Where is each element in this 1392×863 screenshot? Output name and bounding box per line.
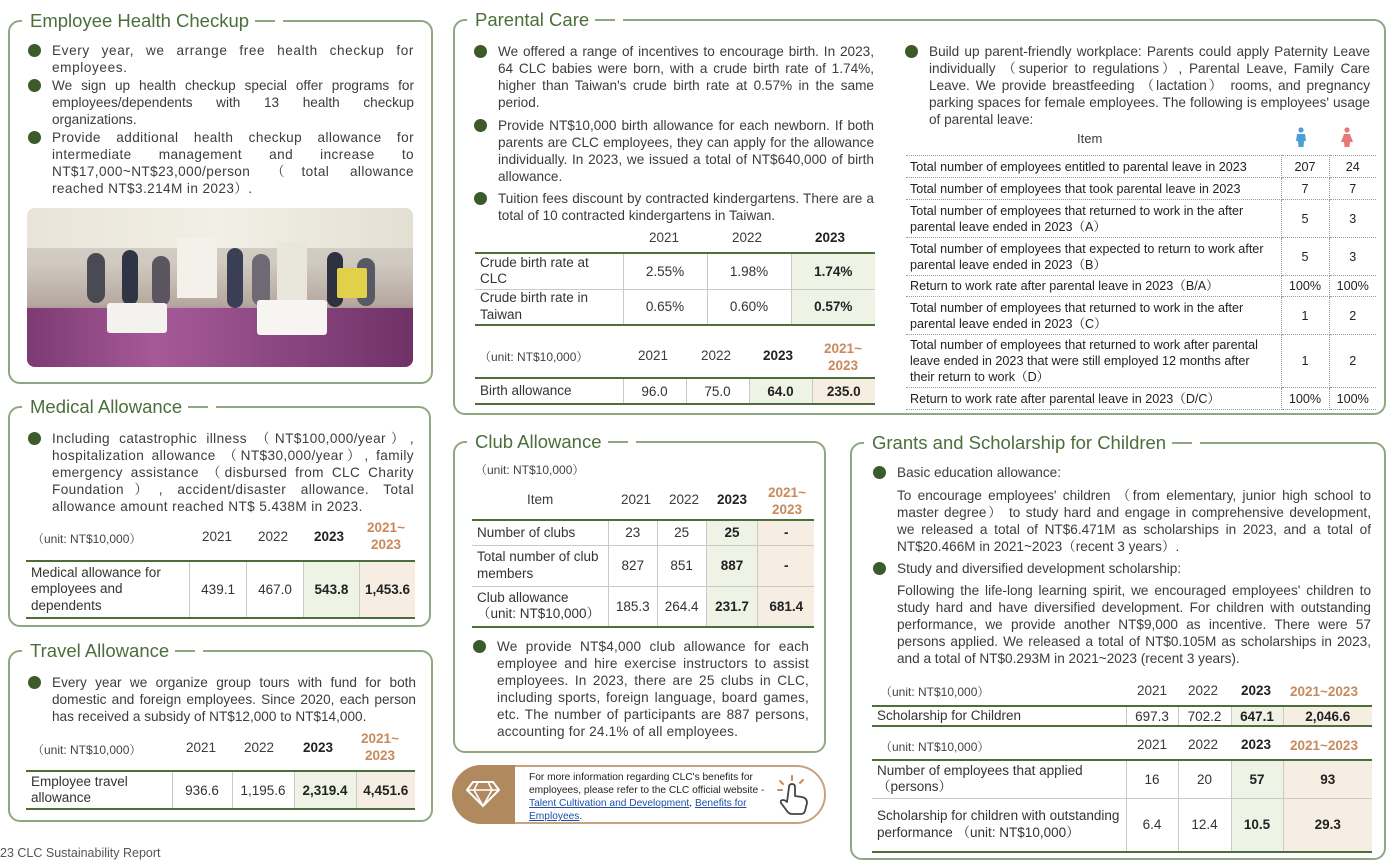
club-year-2021: 2021 (621, 492, 652, 507)
diamond-icon (452, 765, 515, 824)
birth-unit: （unit: NT$10,000） (479, 350, 589, 364)
female-person-icon (1340, 127, 1354, 147)
value-2023: 57 (1231, 760, 1283, 798)
bullet-dot (873, 466, 886, 479)
male-value: 5 (1281, 238, 1329, 276)
medical-year-2021: 2021 (202, 529, 233, 544)
travel-allowance-panel (8, 640, 433, 822)
birth-year-2023: 2023 (815, 230, 846, 245)
value-2022: 702.2 (1178, 706, 1231, 726)
value-2021: 96.0 (623, 378, 686, 404)
female-value: 2 (1329, 297, 1376, 335)
female-value: 24 (1329, 156, 1376, 178)
health-bullet-2: We sign up health checkup special offer programs for employees/dependents with 13 health checkup organizations. (52, 77, 414, 128)
parental-bullet-1: We offered a range of incentives to encourage birth. In 2023, 64 CLC babies were born, with a crude birth rate of 1.74%, higher than Taiwan's crude birth rate at 0.57% in the same period. (498, 43, 874, 111)
grants-bullet-1-title: Basic education allowance: (897, 464, 1367, 481)
parental-bullet-2: Provide NT$10,000 birth allowance for each newborn. If both parents are CLC employees, they can apply for the allowance individually. In 2023, we issued a total of NT$640,000 of birth allowance. (498, 117, 874, 185)
value-total: 2,046.6 (1283, 706, 1372, 726)
row-label: Total number of employees that expected to return to work after parental leave ended in 2023（B） (906, 238, 1281, 276)
grants-bullet-2-text: Following the life-long learning spirit, we encouraged employees' children to study hard and have diversified development. For children with outstanding performance, we provide another NT$9,000 as incentive. There were 57 persons applied. We released a total of NT$0.105M as scholarships in 2023, and a total of NT$0.293M in 2021~2023 (recent 3 years). (897, 583, 1371, 666)
row-label: Crude birth rate in Taiwan (475, 289, 623, 325)
value-2022: 264.4 (657, 586, 706, 627)
scholarship-table (872, 705, 1372, 727)
more-info-text: For more information regarding CLC's benefits for employees, please refer to the CLC official website - Talent Cultivation and Development, Benefits for Employees. (529, 772, 765, 822)
birth-allow-year-2023: 2023 (763, 348, 794, 363)
female-value: 7 (1329, 178, 1376, 200)
bullet-dot (28, 676, 41, 689)
value-2023: 64.0 (749, 378, 812, 404)
value-2022: 1.98% (707, 253, 791, 289)
bullet-dot (28, 131, 41, 144)
club-allowance-title: Club Allowance (467, 430, 636, 454)
birth-allow-year-range: 2021~ 2023 (824, 341, 862, 373)
birth-allowance-table (475, 377, 875, 405)
value-2023: 231.7 (706, 586, 758, 627)
row-label: Scholarship for Children (872, 706, 1126, 726)
birth-year-2021: 2021 (649, 230, 680, 245)
health-bullet-1: Every year, we arrange free health checkup for employees. (52, 42, 414, 76)
grants-year-range-b: 2021~2023 (1290, 738, 1358, 753)
bullet-dot (474, 45, 487, 58)
table-row (475, 253, 875, 289)
bullet-dot (28, 79, 41, 92)
male-value: 1 (1281, 297, 1329, 335)
table-row (906, 200, 1376, 238)
medical-year-2022: 2022 (258, 529, 289, 544)
table-row (906, 388, 1376, 410)
club-year-range: 2021~ 2023 (768, 485, 806, 517)
table-row (906, 178, 1376, 200)
table-row (872, 760, 1372, 798)
value-2022: 467.0 (247, 561, 304, 618)
table-row (872, 706, 1372, 726)
row-label: Birth allowance (475, 378, 623, 404)
row-label: Return to work rate after parental leave in 2023（B/A） (906, 276, 1281, 297)
row-label: Scholarship for children with outstanding performance （unit: NT$10,000） (872, 798, 1126, 852)
travel-year-2022: 2022 (244, 740, 275, 755)
female-value: 100% (1329, 388, 1376, 410)
travel-allowance-title: Travel Allowance (22, 639, 203, 663)
bullet-dot (473, 640, 486, 653)
parental-care-title: Parental Care (467, 8, 623, 32)
male-value: 1 (1281, 335, 1329, 388)
male-value: 207 (1281, 156, 1329, 178)
birth-year-2022: 2022 (732, 230, 763, 245)
table-row (472, 520, 814, 545)
table-row (475, 378, 875, 404)
row-label: Employee travel allowance (26, 771, 172, 809)
male-value: 100% (1281, 276, 1329, 297)
leave-item-header: Item (1077, 131, 1103, 146)
medical-allowance-panel (8, 396, 431, 627)
health-checkup-panel (8, 10, 433, 384)
bullet-dot (474, 119, 487, 132)
row-label: Total number of employees that took parental leave in 2023 (906, 178, 1281, 200)
medical-unit: （unit: NT$10,000） (32, 532, 142, 546)
medical-table (26, 560, 415, 619)
footer-text: 23 CLC Sustainability Report (0, 846, 161, 860)
medical-year-2023: 2023 (314, 529, 345, 544)
club-unit: （unit: NT$10,000） (475, 463, 585, 477)
pointer-hand-icon (772, 773, 812, 815)
value-2023: 2,319.4 (294, 771, 356, 809)
grants-year-2022: 2022 (1188, 683, 1219, 698)
row-label: Total number of club members (472, 545, 608, 586)
grants-year-range: 2021~2023 (1290, 684, 1358, 699)
value-2021: 16 (1126, 760, 1178, 798)
grants-scholarship-title: Grants and Scholarship for Children (864, 431, 1200, 455)
value-2021: 697.3 (1126, 706, 1178, 726)
row-label: Number of clubs (472, 520, 608, 545)
value-total: - (758, 545, 814, 586)
parental-leave-table (906, 155, 1376, 410)
table-row (26, 561, 415, 618)
table-row (472, 586, 814, 627)
value-total: - (758, 520, 814, 545)
talent-cultivation-link[interactable]: Talent Cultivation and Development (529, 798, 690, 809)
bullet-dot (905, 45, 918, 58)
row-label: Total number of employees that returned to work in the after parental leave ended in 2023（A） (906, 200, 1281, 238)
club-item-header: Item (527, 492, 554, 507)
health-checkup-photo (27, 208, 413, 367)
female-value: 3 (1329, 200, 1376, 238)
birth-allow-year-2022: 2022 (701, 348, 732, 363)
value-2023: 0.57% (791, 289, 875, 325)
benefits-link[interactable]: Benefits for Employees (529, 798, 747, 822)
row-label: Medical allowance for employees and dependents (26, 561, 190, 618)
male-value: 100% (1281, 388, 1329, 410)
club-allowance-panel (453, 431, 826, 753)
travel-year-2023: 2023 (303, 740, 334, 755)
value-2021: 2.55% (623, 253, 707, 289)
table-row (906, 335, 1376, 388)
club-table (472, 519, 814, 628)
value-2023: 25 (706, 520, 758, 545)
value-2022: 0.60% (707, 289, 791, 325)
table-row (872, 798, 1372, 852)
club-year-2022: 2022 (669, 492, 700, 507)
more-info-box (452, 765, 826, 824)
value-2022: 1,195.6 (232, 771, 294, 809)
value-total: 681.4 (758, 586, 814, 627)
travel-unit: （unit: NT$10,000） (32, 743, 142, 757)
male-value: 5 (1281, 200, 1329, 238)
grants-bullet-2-title: Study and diversified development scholarship: (897, 560, 1367, 577)
grants-unit-2: （unit: NT$10,000） (880, 740, 990, 754)
table-row (26, 771, 415, 809)
value-2023: 887 (706, 545, 758, 586)
value-2022: 851 (657, 545, 706, 586)
row-label: Total number of employees entitled to parental leave in 2023 (906, 156, 1281, 178)
value-2022: 20 (1178, 760, 1231, 798)
grants-bullet-1-text: To encourage employees' children （from elementary, junior high school to master degree） to study hard and engage in comprehensive development, we released a total of NT$6.471M as scholarships in 2023, and a total of NT$20.466M in 2021~2023（recent 3 years）. (897, 488, 1371, 554)
birth-allow-year-2021: 2021 (638, 348, 669, 363)
table-row (906, 297, 1376, 335)
value-total: 235.0 (812, 378, 875, 404)
value-2022: 25 (657, 520, 706, 545)
value-2021: 0.65% (623, 289, 707, 325)
medical-bullet: Including catastrophic illness （NT$100,000/year）, hospitalization allowance （NT$30,000/year）, family emergency assistance （disbursed from CLC Charity Foundation）, accident/disaster allowance. Total allowance amount reached NT$ 5.438M in 2023. (52, 430, 414, 515)
table-row (906, 156, 1376, 178)
bullet-dot (28, 432, 41, 445)
value-2023: 1.74% (791, 253, 875, 289)
table-row (906, 238, 1376, 276)
health-bullet-3: Provide additional health checkup allowance for intermediate management and increase to NT$17,000~NT$23,000/person （total allowance reached NT$3.214M in 2023）. (52, 129, 414, 197)
row-label: Return to work rate after parental leave in 2023（D/C） (906, 388, 1281, 410)
grants-scholarship-panel (850, 432, 1386, 860)
female-value: 100% (1329, 276, 1376, 297)
travel-year-range: 2021~ 2023 (361, 731, 399, 763)
bullet-dot (873, 562, 886, 575)
grants-year-2023: 2023 (1241, 683, 1272, 698)
row-label: Crude birth rate at CLC (475, 253, 623, 289)
parental-bullet-3: Tuition fees discount by contracted kindergartens. There are a total of 10 contracted kindergartens in Taiwan. (498, 190, 874, 224)
bullet-dot (474, 192, 487, 205)
female-value: 2 (1329, 335, 1376, 388)
female-value: 3 (1329, 238, 1376, 276)
row-label: Total number of employees that returned to work in the after parental leave ended in 2023（C） (906, 297, 1281, 335)
travel-year-2021: 2021 (186, 740, 217, 755)
club-year-2023: 2023 (717, 492, 748, 507)
medical-allowance-title: Medical Allowance (22, 395, 216, 419)
grants-unit-1: （unit: NT$10,000） (880, 685, 990, 699)
table-row (472, 545, 814, 586)
value-2021: 827 (608, 545, 657, 586)
travel-bullet: Every year we organize group tours with fund for both domestic and foreign employees. Since 2020, each person has received a subsidy of NT$12,000 to NT$14,000. (52, 674, 416, 725)
value-2022: 75.0 (686, 378, 749, 404)
value-total: 29.3 (1283, 798, 1372, 852)
value-2021: 23 (608, 520, 657, 545)
medical-year-range: 2021~ 2023 (367, 520, 405, 552)
grants-year-2021-b: 2021 (1137, 737, 1168, 752)
grants-year-2021: 2021 (1137, 683, 1168, 698)
row-label: Club allowance （unit: NT$10,000） (472, 586, 608, 627)
parental-leave-bullet: Build up parent-friendly workplace: Parents could apply Paternity Leave individually （superior to regulations）, Parental Leave, Family Care Leave. We provide breastfeeding （lactation） rooms, and pregnancy parking spaces for female employees. The following is employees' usage of parental leave: (929, 43, 1370, 128)
value-total: 93 (1283, 760, 1372, 798)
value-2021: 6.4 (1126, 798, 1178, 852)
value-total: 1,453.6 (359, 561, 415, 618)
value-2022: 12.4 (1178, 798, 1231, 852)
birth-rate-table (475, 252, 875, 326)
outstanding-scholarship-table (872, 759, 1372, 853)
grants-year-2022-b: 2022 (1188, 737, 1219, 752)
bullet-dot (28, 44, 41, 57)
row-label: Total number of employees that returned to work after parental leave ended in 2023 that were still employed 12 months after their return to work（D） (906, 335, 1281, 388)
value-2023: 647.1 (1231, 706, 1283, 726)
club-bullet: We provide NT$4,000 club allowance for each employee and hire exercise instructors to assist employees. In 2023, there are 25 clubs in CLC, including sports, foreign language, board games, etc. The number of participants are 887 persons, accounting for 24.1% of all employees. (497, 638, 809, 740)
value-total: 4,451.6 (356, 771, 415, 809)
value-2023: 543.8 (303, 561, 359, 618)
grants-year-2023-b: 2023 (1241, 737, 1272, 752)
table-row (906, 276, 1376, 297)
value-2021: 936.6 (172, 771, 232, 809)
male-person-icon (1294, 127, 1308, 147)
parental-care-panel (453, 9, 1386, 415)
travel-table (26, 770, 415, 810)
value-2021: 439.1 (190, 561, 247, 618)
male-value: 7 (1281, 178, 1329, 200)
health-checkup-title: Employee Health Checkup (22, 9, 283, 33)
value-2021: 185.3 (608, 586, 657, 627)
table-row (475, 289, 875, 325)
row-label: Number of employees that applied （persons） (872, 760, 1126, 798)
value-2023: 10.5 (1231, 798, 1283, 852)
